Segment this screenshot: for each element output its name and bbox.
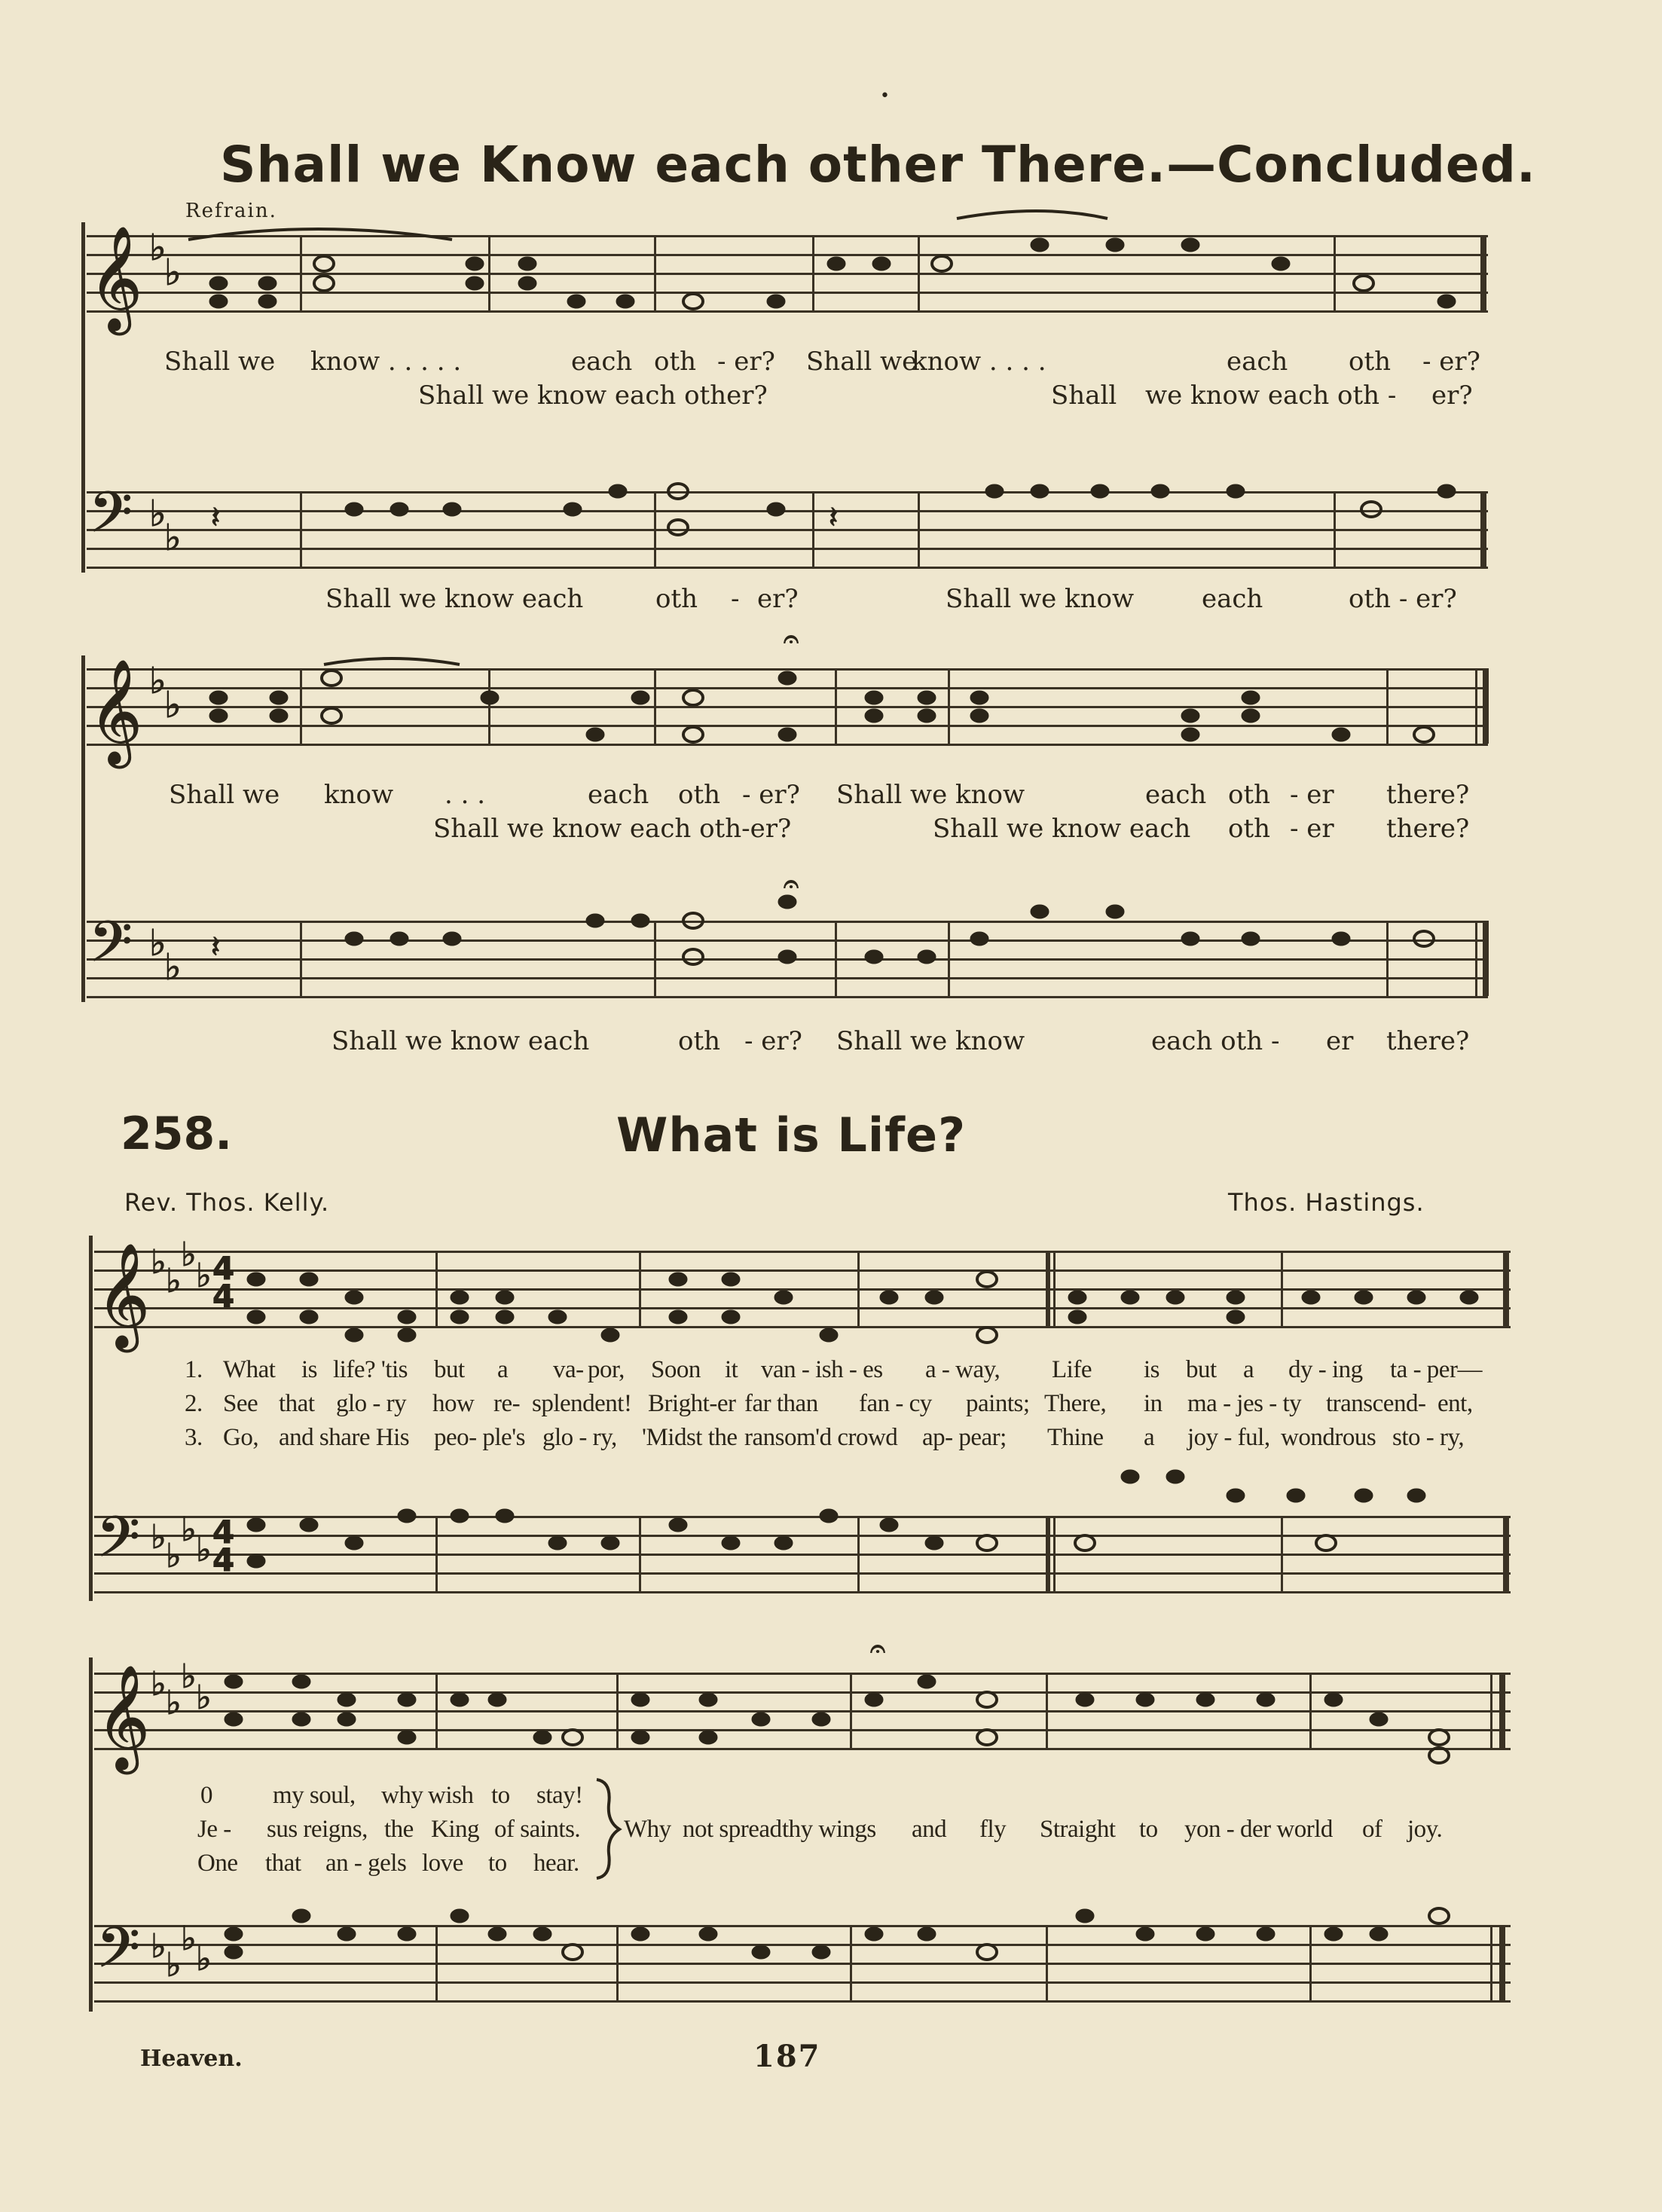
fermata-icon: 𝄐: [784, 869, 799, 900]
lyric: glo - ry,: [542, 1424, 617, 1451]
lyric: Thine: [1047, 1424, 1104, 1451]
treble-clef-icon: 𝄞: [96, 1243, 150, 1348]
lyric: joy.: [1407, 1816, 1443, 1843]
lyric: Shall we know each oth-er?: [433, 814, 792, 844]
treble-clef-icon: 𝄞: [96, 1665, 150, 1770]
lyric: oth: [1228, 814, 1271, 844]
flat-icon: ♭: [149, 922, 167, 964]
composer-credit: Thos. Hastings.: [1228, 1188, 1425, 1217]
lyric: hear.: [533, 1850, 579, 1877]
flat-icon: ♭: [164, 946, 182, 988]
lyric: One: [197, 1850, 238, 1877]
flat-icon: ♭: [196, 1531, 212, 1569]
fermata-icon: 𝄐: [870, 1633, 886, 1664]
flat-icon: ♭: [151, 1665, 167, 1703]
lyric: King: [431, 1816, 479, 1843]
lyric: a: [497, 1356, 509, 1383]
lyric: oth: [654, 347, 697, 377]
lyric: there?: [1386, 814, 1470, 844]
treble-clef-icon: 𝄞: [89, 659, 142, 764]
verse-number: 3.: [185, 1424, 203, 1451]
lyric: er?: [757, 584, 799, 614]
flat-icon: ♭: [181, 1236, 197, 1274]
lyric: in: [1144, 1390, 1162, 1417]
lyric: Why: [624, 1816, 671, 1843]
svg-text:𝄽: 𝄽: [211, 930, 221, 964]
lyric: it: [725, 1356, 738, 1383]
lyric: and share His: [279, 1424, 410, 1451]
flat-icon: ♭: [196, 1679, 212, 1717]
flat-icon: ♭: [166, 1537, 182, 1575]
lyric: ta - per—: [1390, 1356, 1482, 1383]
lyric: Shall we: [164, 347, 276, 377]
lyric: oth: [678, 1026, 721, 1056]
hymn-number: 258.: [121, 1108, 233, 1160]
lyric: peo- ple's: [434, 1424, 525, 1451]
lyric: - er?: [744, 1026, 802, 1056]
page-title: Shall we Know each other There.—Concluded.: [220, 136, 1536, 194]
flat-icon: ♭: [149, 227, 167, 269]
verse-number: 1.: [185, 1356, 203, 1383]
lyric: Life: [1052, 1356, 1092, 1383]
lyric: va-: [553, 1356, 584, 1383]
lyric: know . . . . .: [310, 347, 462, 377]
lyric: Je -: [197, 1816, 231, 1843]
lyric: ma - jes - ty: [1187, 1390, 1302, 1417]
lyric: Shall: [1051, 380, 1117, 411]
lyric: - er: [1290, 814, 1334, 844]
lyric: my soul,: [273, 1782, 356, 1809]
lyric: See: [223, 1390, 258, 1417]
lyric: sus reigns,: [267, 1816, 368, 1843]
lyric: life? 'tis: [333, 1356, 408, 1383]
lyric: but: [1186, 1356, 1217, 1383]
lyric: to: [1139, 1816, 1158, 1843]
lyric: splendent!: [532, 1390, 632, 1417]
lyric: each: [1202, 584, 1263, 614]
lyric: oth: [1349, 347, 1392, 377]
lyric: not spread: [683, 1816, 782, 1843]
lyric: we know each oth -: [1145, 380, 1397, 411]
flat-icon: ♭: [181, 1657, 197, 1696]
lyric: a: [1243, 1356, 1254, 1383]
lyric: Shall we know each: [325, 584, 584, 614]
lyric: but: [434, 1356, 465, 1383]
lyric: a: [1144, 1424, 1155, 1451]
lyric: Bright-er: [648, 1390, 736, 1417]
lyric: wondrous: [1281, 1424, 1376, 1451]
lyric: por,: [588, 1356, 625, 1383]
flat-icon: ♭: [151, 1518, 167, 1557]
flat-icon: ♭: [151, 1243, 167, 1282]
lyric: know: [324, 780, 394, 810]
flat-icon: ♭: [164, 517, 182, 559]
flat-icon: ♭: [181, 1511, 197, 1549]
top-dot: •: [880, 87, 890, 105]
lyric: er: [1326, 1026, 1354, 1056]
lyric: each: [1227, 347, 1288, 377]
flat-icon: ♭: [149, 493, 167, 535]
lyric: ransom'd crowd: [744, 1424, 898, 1451]
flat-icon: ♭: [196, 1257, 212, 1295]
flat-icon: ♭: [164, 684, 182, 726]
lyric: fan - cy: [859, 1390, 932, 1417]
bass-clef-icon: 𝄢: [89, 480, 133, 559]
lyric: . . .: [445, 780, 486, 810]
lyric: - er?: [1422, 347, 1480, 377]
lyric: er?: [1431, 380, 1473, 411]
lyric: know . . . .: [912, 347, 1046, 377]
flat-icon: ♭: [196, 1940, 212, 1978]
lyric: stay!: [536, 1782, 583, 1809]
lyric: yon - der world: [1184, 1816, 1333, 1843]
lyric: - er: [1290, 780, 1334, 810]
lyric: Soon: [651, 1356, 701, 1383]
lyric: why: [381, 1782, 423, 1809]
lyric: Shall we know: [946, 584, 1135, 614]
lyric: oth: [1228, 780, 1271, 810]
flat-icon: ♭: [166, 1946, 182, 1984]
author-credit: Rev. Thos. Kelly.: [124, 1188, 330, 1217]
lyric: to: [488, 1850, 507, 1877]
lyric: What: [223, 1356, 276, 1383]
lyric: oth: [655, 584, 698, 614]
lyric: that: [279, 1390, 315, 1417]
svg-text:4: 4: [212, 1541, 235, 1578]
tune-name: Heaven.: [140, 2045, 243, 2072]
lyric: is: [1144, 1356, 1160, 1383]
lyric: love: [422, 1850, 463, 1877]
svg-text:4: 4: [212, 1514, 235, 1551]
lyric: sto - ry,: [1392, 1424, 1465, 1451]
lyric: each: [588, 780, 649, 810]
bass-clef-icon: 𝄢: [89, 909, 133, 988]
lyric: is: [301, 1356, 318, 1383]
lyric: Shall we know: [836, 780, 1025, 810]
lyric: fly: [979, 1816, 1007, 1843]
lyric: there?: [1386, 780, 1470, 810]
lyric: There,: [1044, 1390, 1107, 1417]
lyric: each: [1145, 780, 1207, 810]
flat-icon: ♭: [181, 1920, 197, 1958]
lyric: re-: [493, 1390, 521, 1417]
flat-icon: ♭: [164, 252, 182, 294]
lyric: that: [265, 1850, 301, 1877]
lyric: glo - ry: [336, 1390, 407, 1417]
lyric: Straight: [1040, 1816, 1116, 1843]
lyric: ent,: [1437, 1390, 1473, 1417]
lyric: - er?: [717, 347, 775, 377]
lyric: - er?: [742, 780, 800, 810]
lyric: van - ish - es: [761, 1356, 883, 1383]
hymn-title: What is Life?: [616, 1108, 967, 1163]
svg-text:4: 4: [212, 1278, 235, 1315]
lyric: Go,: [223, 1424, 259, 1451]
svg-text:4: 4: [212, 1250, 235, 1287]
lyric: of saints.: [494, 1816, 581, 1843]
lyric: each oth -: [1151, 1026, 1280, 1056]
fermata-icon: 𝄐: [784, 624, 799, 655]
lyric: far than: [744, 1390, 818, 1417]
lyric: Shall we know each: [933, 814, 1191, 844]
lyric: -: [731, 584, 740, 614]
lyric: oth: [678, 780, 721, 810]
lyric: Shall we: [806, 347, 918, 377]
lyric: Shall we know: [836, 1026, 1025, 1056]
lyric: to: [491, 1782, 510, 1809]
lyric: 'Midst the: [642, 1424, 738, 1451]
refrain-label: Refrain.: [185, 200, 277, 222]
lyric: how: [432, 1390, 475, 1417]
lyric: a - way,: [925, 1356, 1001, 1383]
lyric: of: [1362, 1816, 1382, 1843]
lyric: and: [912, 1816, 947, 1843]
lyric: an - gels: [325, 1850, 407, 1877]
lyric: Shall we know each other?: [418, 380, 768, 411]
flat-icon: ♭: [149, 660, 167, 702]
lyric: joy - ful,: [1187, 1424, 1270, 1451]
lyric: dy - ing: [1288, 1356, 1363, 1383]
flat-icon: ♭: [151, 1927, 167, 1966]
flat-icon: ♭: [166, 1262, 182, 1300]
verse-number: 2.: [185, 1390, 203, 1417]
page-number: 187: [753, 2039, 821, 2074]
lyric: oth - er?: [1349, 584, 1457, 614]
svg-text:𝄽: 𝄽: [829, 500, 839, 535]
lyric: Shall we: [169, 780, 280, 810]
lyric: thy wings: [782, 1816, 876, 1843]
lyric: there?: [1386, 1026, 1470, 1056]
bass-clef-icon: 𝄢: [96, 1915, 140, 1994]
lyric: each: [571, 347, 633, 377]
lyric: 0: [200, 1782, 212, 1809]
treble-clef-icon: 𝄞: [89, 226, 142, 331]
flat-icon: ♭: [166, 1684, 182, 1722]
lyric: Shall we know each: [331, 1026, 590, 1056]
lyric: paints;: [966, 1390, 1030, 1417]
lyric: transcend-: [1326, 1390, 1426, 1417]
lyric: wish: [428, 1782, 474, 1809]
lyric: the: [384, 1816, 414, 1843]
bass-clef-icon: 𝄢: [96, 1505, 140, 1584]
lyric: ap- pear;: [922, 1424, 1007, 1451]
svg-text:𝄽: 𝄽: [211, 500, 221, 535]
